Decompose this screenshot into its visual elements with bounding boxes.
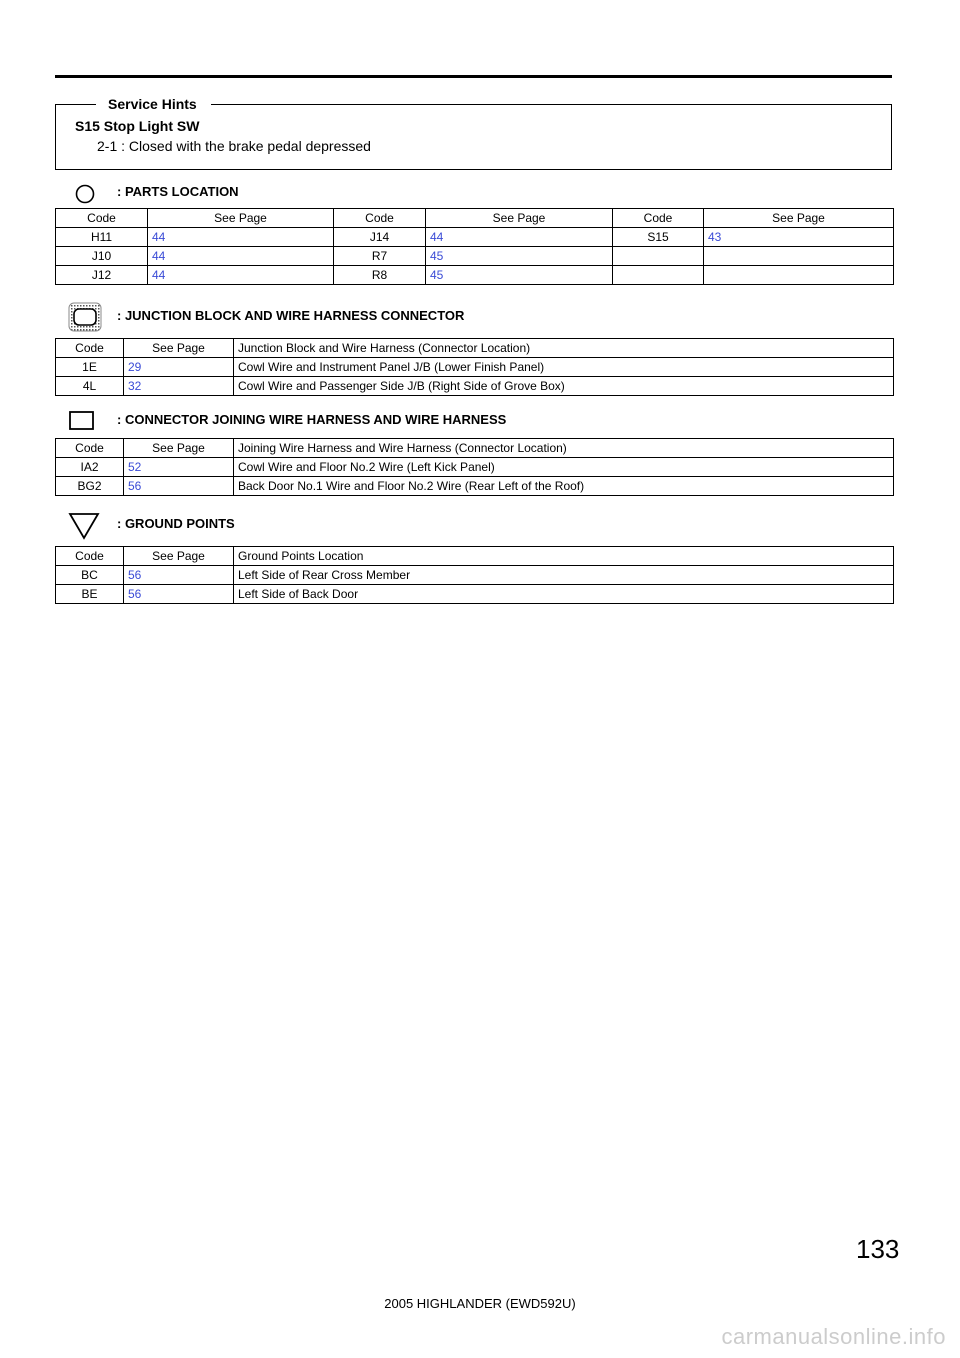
header-cell: Code xyxy=(613,209,704,228)
parts-location-title: : PARTS LOCATION xyxy=(117,184,239,199)
table-header-row xyxy=(56,209,894,228)
code-cell: J10 xyxy=(56,247,148,266)
location-cell: Back Door No.1 Wire and Floor No.2 Wire (Rear Left of the Roof) xyxy=(234,477,894,496)
connector-joining-rect-icon xyxy=(68,410,96,432)
junction-block-icon xyxy=(68,302,102,332)
page-link[interactable]: 44 xyxy=(148,247,334,266)
page-link[interactable]: 56 xyxy=(124,477,234,496)
page-number: 133 xyxy=(856,1234,900,1264)
header-cell: See Page xyxy=(148,209,334,228)
header-cell: See Page xyxy=(124,439,234,458)
junction-block-table xyxy=(55,338,894,396)
parts-location-circle-icon xyxy=(74,183,96,205)
parts-location-table xyxy=(55,208,894,285)
page-link xyxy=(704,247,894,266)
service-hints-detail: 2-1 : Closed with the brake pedal depressed xyxy=(97,138,371,154)
header-cell: Code xyxy=(56,209,148,228)
location-cell: Cowl Wire and Passenger Side J/B (Right Side of Grove Box) xyxy=(234,377,894,396)
table-header-row xyxy=(56,339,894,358)
header-cell: Code xyxy=(56,339,124,358)
document-footer: 2005 HIGHLANDER (EWD592U) xyxy=(384,1296,576,1311)
code-cell: 1E xyxy=(56,358,124,377)
code-cell: BG2 xyxy=(56,477,124,496)
service-hints-box xyxy=(55,104,892,170)
table-header-row xyxy=(56,547,894,566)
table-row xyxy=(56,247,894,266)
watermark: carmanualsonline.info xyxy=(721,1324,946,1349)
page-link[interactable]: 44 xyxy=(148,266,334,285)
page-link[interactable]: 29 xyxy=(124,358,234,377)
connector-joining-title: : CONNECTOR JOINING WIRE HARNESS AND WIRE HARNESS xyxy=(117,412,507,427)
connector-joining-table xyxy=(55,438,894,496)
header-cell: Joining Wire Harness and Wire Harness (Connector Location) xyxy=(234,439,894,458)
header-cell: Code xyxy=(56,547,124,566)
code-cell: IA2 xyxy=(56,458,124,477)
table-row xyxy=(56,458,894,477)
header-cell: See Page xyxy=(704,209,894,228)
header-cell: See Page xyxy=(124,547,234,566)
table-row xyxy=(56,377,894,396)
top-rule xyxy=(55,75,892,78)
table-header-row xyxy=(56,439,894,458)
header-cell: See Page xyxy=(426,209,613,228)
header-cell: Code xyxy=(334,209,426,228)
service-hints-heading: S15 Stop Light SW xyxy=(75,118,200,134)
code-cell xyxy=(613,266,704,285)
ground-triangle-icon xyxy=(68,512,100,540)
page-link[interactable]: 45 xyxy=(426,247,613,266)
table-row xyxy=(56,266,894,285)
code-cell: 4L xyxy=(56,377,124,396)
location-cell: Cowl Wire and Instrument Panel J/B (Lower Finish Panel) xyxy=(234,358,894,377)
code-cell: BC xyxy=(56,566,124,585)
code-cell: R8 xyxy=(334,266,426,285)
page-link[interactable]: 56 xyxy=(124,566,234,585)
code-cell: R7 xyxy=(334,247,426,266)
header-cell: Code xyxy=(56,439,124,458)
service-hints-title: Service Hints xyxy=(96,96,211,112)
location-cell: Cowl Wire and Floor No.2 Wire (Left Kick Panel) xyxy=(234,458,894,477)
code-cell: BE xyxy=(56,585,124,604)
code-cell: S15 xyxy=(613,228,704,247)
table-row xyxy=(56,585,894,604)
code-cell: H11 xyxy=(56,228,148,247)
header-cell: Ground Points Location xyxy=(234,547,894,566)
location-cell: Left Side of Back Door xyxy=(234,585,894,604)
ground-points-title: : GROUND POINTS xyxy=(117,516,235,531)
table-row xyxy=(56,566,894,585)
code-cell xyxy=(613,247,704,266)
code-cell: J12 xyxy=(56,266,148,285)
table-row xyxy=(56,477,894,496)
table-row xyxy=(56,358,894,377)
page-link[interactable]: 32 xyxy=(124,377,234,396)
junction-block-title: : JUNCTION BLOCK AND WIRE HARNESS CONNECTOR xyxy=(117,308,465,323)
page-link xyxy=(704,266,894,285)
page-link[interactable]: 45 xyxy=(426,266,613,285)
page-link[interactable]: 43 xyxy=(704,228,894,247)
header-cell: See Page xyxy=(124,339,234,358)
page-link[interactable]: 56 xyxy=(124,585,234,604)
page-link[interactable]: 44 xyxy=(426,228,613,247)
page-link[interactable]: 52 xyxy=(124,458,234,477)
code-cell: J14 xyxy=(334,228,426,247)
header-cell: Junction Block and Wire Harness (Connector Location) xyxy=(234,339,894,358)
location-cell: Left Side of Rear Cross Member xyxy=(234,566,894,585)
table-row xyxy=(56,228,894,247)
ground-points-table xyxy=(55,546,894,604)
page-link[interactable]: 44 xyxy=(148,228,334,247)
